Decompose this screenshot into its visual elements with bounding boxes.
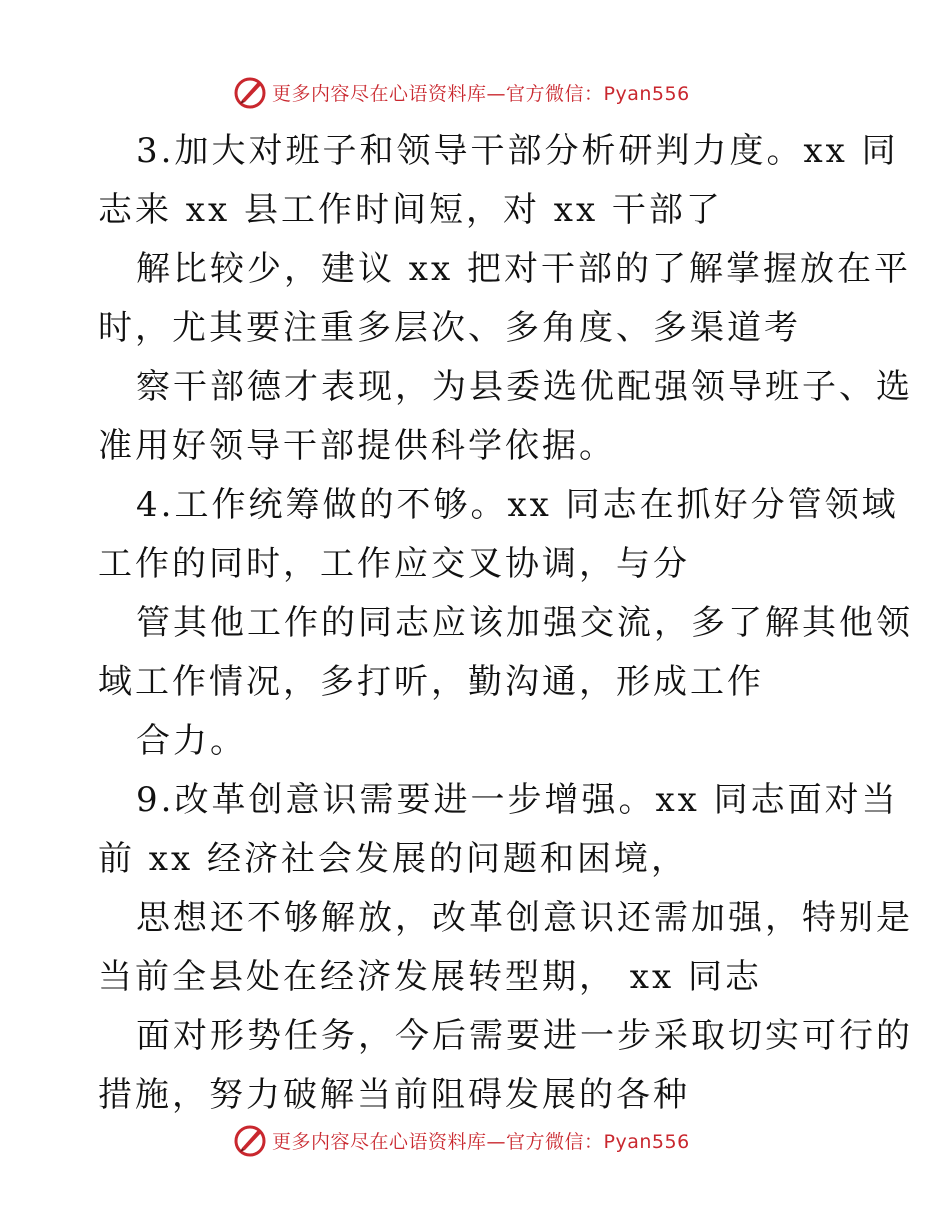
text-line: 察干部德才表现，为县委选优配强领导班子、选 bbox=[136, 367, 913, 407]
text-line: 前 xx 经济社会发展的问题和困境， bbox=[98, 839, 688, 879]
text-line: 4.工作统筹做的不够。xx 同志在抓好分管领域 bbox=[136, 485, 899, 525]
text-line: 措施，努力破解当前阻碍发展的各种 bbox=[98, 1075, 690, 1115]
text-line: 域工作情况，多打听，勤沟通，形成工作 bbox=[98, 662, 764, 702]
text-line: 3.加大对班子和领导干部分析研判力度。xx 同 bbox=[136, 131, 899, 171]
text-line: 思想还不够解放，改革创意识还需加强，特别是 bbox=[136, 898, 913, 938]
quill-seal-icon bbox=[232, 74, 268, 110]
document-body bbox=[98, 122, 913, 1125]
text-line: 工作的同时，工作应交叉协调，与分 bbox=[98, 544, 690, 584]
watermark-header bbox=[232, 72, 690, 112]
watermark-text: 更多内容尽在心语资料库—官方微信：Pyan556 bbox=[272, 82, 690, 105]
text-line: 合力。 bbox=[136, 721, 247, 761]
watermark-text: 更多内容尽在心语资料库—官方微信：Pyan556 bbox=[272, 1130, 690, 1153]
text-line: 时，尤其要注重多层次、多角度、多渠道考 bbox=[98, 308, 801, 348]
text-line: 面对形势任务，今后需要进一步采取切实可行的 bbox=[136, 1016, 913, 1056]
quill-seal-icon bbox=[232, 1122, 268, 1158]
text-line: 解比较少，建议 xx 把对干部的了解掌握放在平 bbox=[136, 249, 911, 289]
text-line: 准用好领导干部提供科学依据。 bbox=[98, 426, 616, 466]
watermark-footer bbox=[232, 1120, 690, 1160]
text-line: 管其他工作的同志应该加强交流，多了解其他领 bbox=[136, 603, 913, 643]
text-line: 当前全县处在经济发展转型期， xx 同志 bbox=[98, 957, 762, 997]
text-line: 9.改革创意识需要进一步增强。xx 同志面对当 bbox=[136, 780, 899, 820]
text-line: 志来 xx 县工作时间短，对 xx 干部了 bbox=[98, 190, 723, 230]
